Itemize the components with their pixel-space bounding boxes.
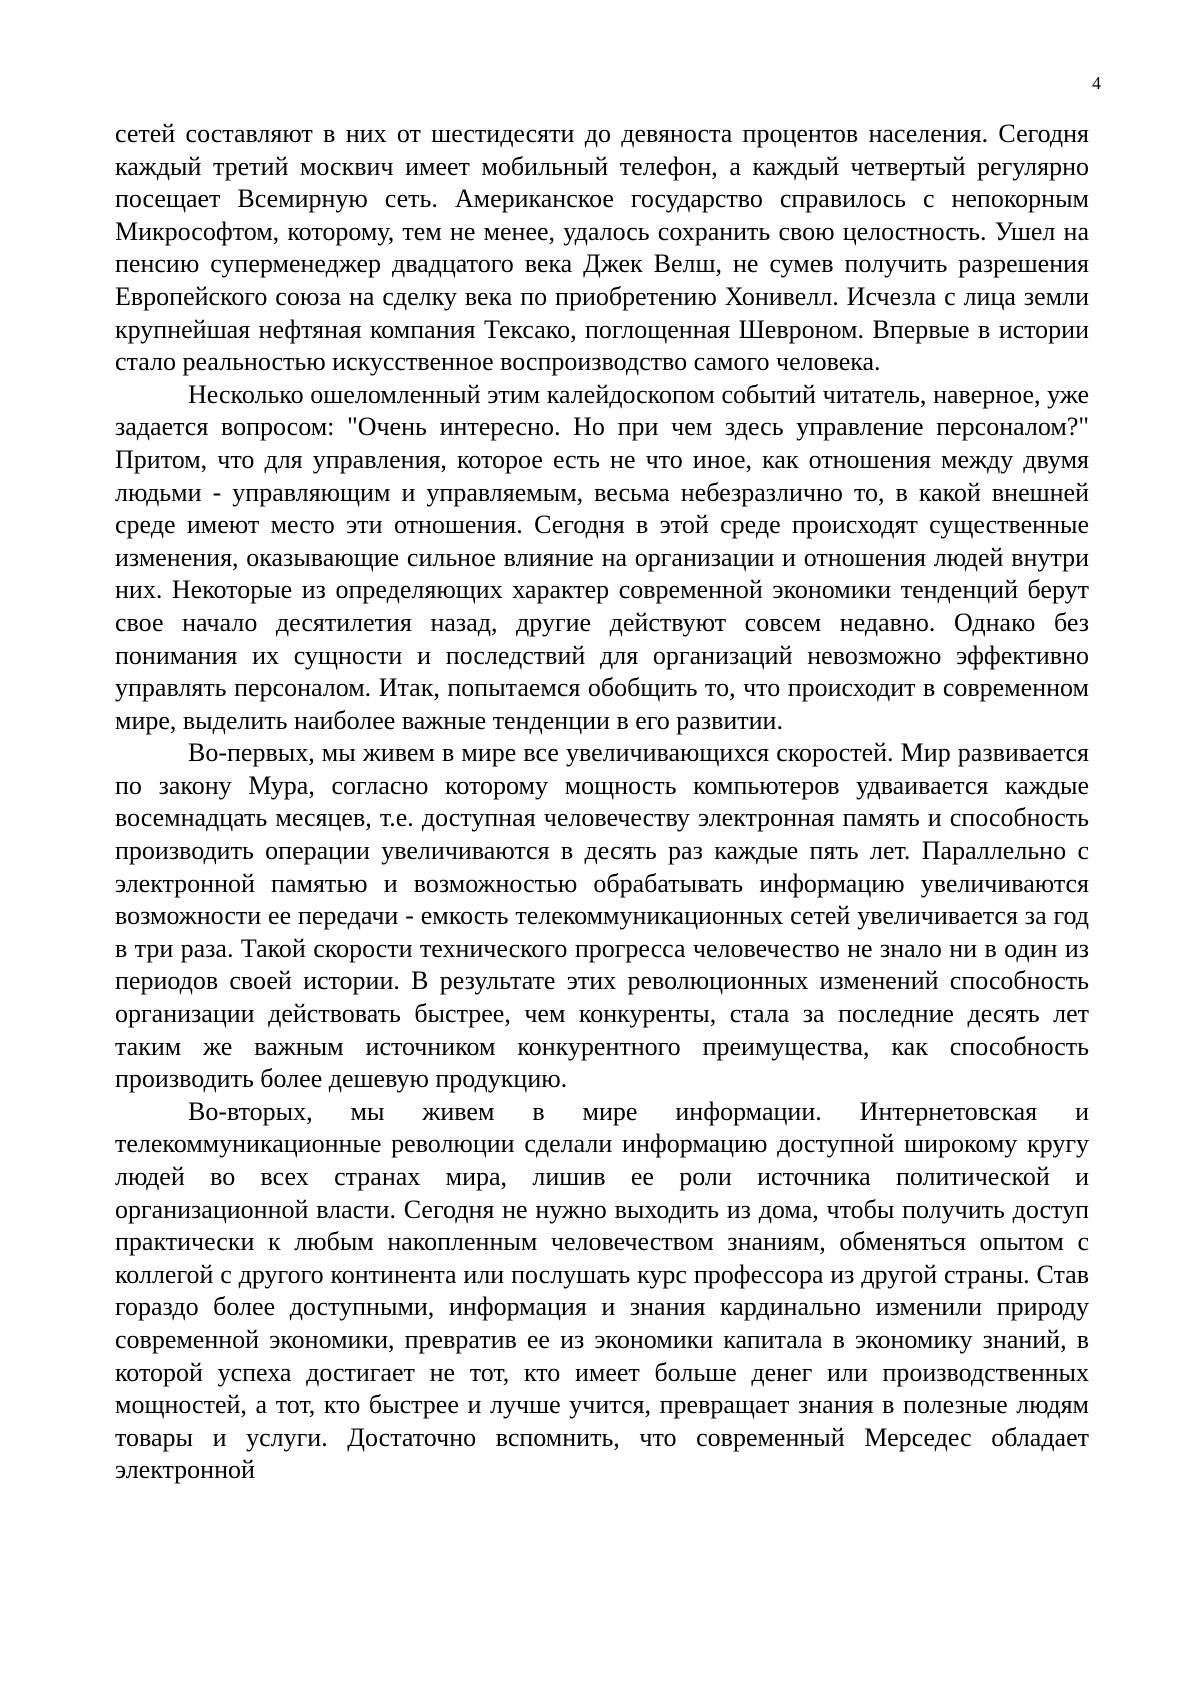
body-text <box>115 118 1089 1487</box>
paragraph: Во-вторых, мы живем в мире информации. Интернетовская и телекоммуникационные революции сделали информацию доступной широкому кругу людей во всех странах мира, лишив ее роли источника политической и организационной власти. Сегодня не нужно выходить из дома, чтобы получить доступ практически к любым накопленным человечеством знаниям, обменяться опытом с коллегой с другого континента или послушать курс профессора из другой страны. Став гораздо более доступными, информация и знания кардинально изменили природу современной экономики, превратив ее из экономики капитала в экономику знаний, в которой успеха достигает не тот, кто имеет больше денег или производственных мощностей, а тот, кто быстрее и лучше учится, превращает знания в полезные людям товары и услуги. Достаточно вспомнить, что современный Мерседес обладает электронной <box>115 1096 1089 1485</box>
paragraph: сетей составляют в них от шестидесяти до девяноста процентов населения. Сегодня каждый третий москвич имеет мобильный телефон, а каждый четвертый регулярно посещает Всемирную сеть. Американское государство справилось с непокорным Микрософтом, которому, тем не менее, удалось сохранить свою целостность. Ушел на пенсию суперменеджер двадцатого века Джек Велш, не сумев получить разрешения Европейского союза на сделку века по приобретению Хонивелл. Исчезла с лица земли крупнейшая нефтяная компания Тексако, поглощенная Шевроном. Впервые в истории стало реальностью искусственное воспроизводство самого человека. <box>115 119 1089 377</box>
paragraph: Несколько ошеломленный этим калейдоскопом событий читатель, наверное, уже задается вопросом: "Очень интересно. Но при чем здесь управление персоналом?" Притом, что для управления, которое есть не что иное, как отношения между двумя людьми - управляющим и управляемым, весьма небезразлично то, в какой внешней среде имеют место эти отношения. Сегодня в этой среде происходят существенные изменения, оказывающие сильное влияние на организации и отношения людей внутри них. Некоторые из определяющих характер современной экономики тенденций берут свое начало десятилетия назад, другие действуют совсем недавно. Однако без понимания их сущности и последствий для организаций невозможно эффективно управлять персоналом. Итак, попытаемся обобщить то, что происходит в современном мире, выделить наиболее важные тенденции в его развитии. <box>115 379 1089 735</box>
page-number: 4 <box>1092 73 1101 93</box>
paragraph: Во-первых, мы живем в мире все увеличивающихся скоростей. Мир развивается по закону Мура, согласно которому мощность компьютеров удваивается каждые восемнадцать месяцев, т.е. доступная человечеству электронная память и способность производить операции увеличиваются в десять раз каждые пять лет. Параллельно с электронной памятью и возможностью обрабатывать информацию увеличиваются возможности ее передачи - емкость телекоммуникационных сетей увеличивается за год в три раза. Такой скорости технического прогресса человечество не знало ни в один из периодов своей истории. В результате этих революционных изменений способность организации действовать быстрее, чем конкуренты, стала за последние десять лет таким же важным источником конкурентного преимущества, как способность производить более дешевую продукцию. <box>115 738 1089 1094</box>
